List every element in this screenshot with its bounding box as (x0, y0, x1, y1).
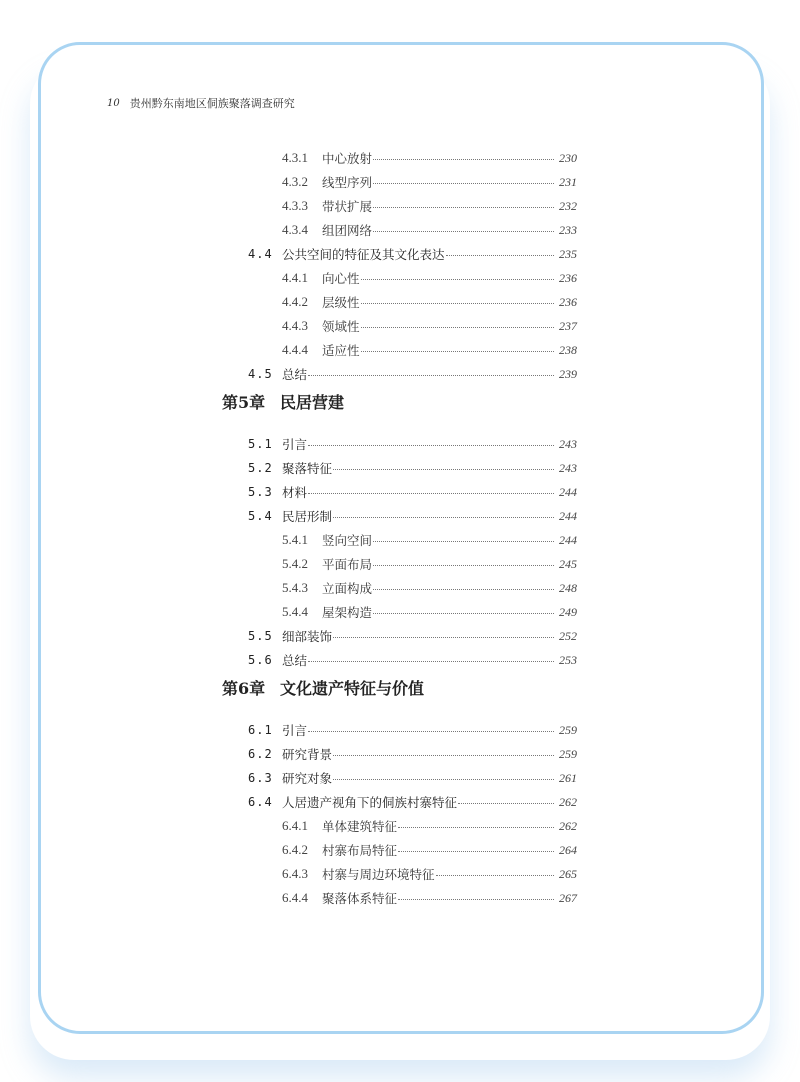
entry-number: 6.4.1 (282, 818, 308, 833)
entry-title: 聚落特征 (282, 461, 333, 476)
entry-page: 248 (559, 580, 577, 595)
entry-number: 4.4.2 (282, 294, 308, 309)
dot-leader (373, 541, 554, 542)
entry-page: 264 (559, 842, 577, 857)
entry-title: 适应性 (322, 343, 360, 358)
dot-leader (361, 303, 554, 304)
entry-page: 235 (559, 246, 577, 261)
entry-page: 262 (559, 794, 577, 809)
toc-subsection-entry[interactable] (248, 886, 577, 910)
entry-title: 单体建筑特征 (322, 819, 398, 834)
dot-leader (333, 637, 554, 638)
entry-page: 265 (559, 866, 577, 881)
entry-number: 5.4.2 (282, 556, 308, 571)
entry-page: 233 (559, 222, 577, 237)
entry-title: 组团网络 (322, 223, 373, 238)
toc-subsection-entry[interactable] (248, 290, 577, 314)
chapter-title: 文化遗产特征与价值 (280, 679, 425, 698)
entry-title: 屋架构造 (322, 605, 373, 620)
entry-title: 村寨布局特征 (322, 843, 398, 858)
toc-section-entry[interactable] (248, 718, 577, 742)
toc-subsection-entry[interactable] (248, 814, 577, 838)
entry-page: 243 (559, 436, 577, 451)
dot-leader (361, 279, 554, 280)
entry-page: 232 (559, 198, 577, 213)
toc-subsection-entry[interactable] (248, 338, 577, 362)
toc-subsection-entry[interactable] (248, 838, 577, 862)
dot-leader (308, 731, 554, 732)
entry-page: 252 (559, 628, 577, 643)
dot-leader (308, 493, 554, 494)
toc-section-entry[interactable] (248, 766, 577, 790)
entry-number: 4.3.1 (282, 150, 308, 165)
dot-leader (308, 661, 554, 662)
running-header (107, 95, 295, 111)
toc-section-entry[interactable] (248, 432, 577, 456)
toc-subsection-entry[interactable] (248, 600, 577, 624)
toc-subsection-entry[interactable] (248, 314, 577, 338)
entry-page: 262 (559, 818, 577, 833)
entry-title: 引言 (282, 437, 308, 452)
entry-number: 5.4.1 (282, 532, 308, 547)
dot-leader (361, 327, 554, 328)
entry-number: 4.4.3 (282, 318, 308, 333)
dot-leader (308, 445, 554, 446)
dot-leader (458, 803, 554, 804)
entry-number: 6.4.3 (282, 866, 308, 881)
chapter-heading (222, 672, 577, 718)
entry-title: 线型序列 (322, 175, 373, 190)
entry-page: 236 (559, 270, 577, 285)
entry-page: 238 (559, 342, 577, 357)
entry-number: 6.4.4 (282, 890, 308, 905)
toc-subsection-entry[interactable] (248, 170, 577, 194)
entry-title: 带状扩展 (322, 199, 373, 214)
entry-number: 4.5 (248, 367, 273, 381)
entry-number: 4.3.3 (282, 198, 308, 213)
entry-title: 总结 (282, 367, 308, 382)
entry-number: 5.6 (248, 653, 273, 667)
entry-title: 领域性 (322, 319, 360, 334)
toc-section-entry[interactable] (248, 242, 577, 266)
entry-number: 5.5 (248, 629, 273, 643)
dot-leader (333, 779, 554, 780)
entry-title: 向心性 (322, 271, 360, 286)
toc-subsection-entry[interactable] (248, 552, 577, 576)
dot-leader (436, 875, 554, 876)
entry-title: 人居遗产视角下的侗族村寨特征 (282, 795, 458, 810)
entry-title: 引言 (282, 723, 308, 738)
toc-section-entry[interactable] (248, 480, 577, 504)
toc-subsection-entry[interactable] (248, 862, 577, 886)
entry-page: 244 (559, 484, 577, 499)
dot-leader (373, 183, 554, 184)
dot-leader (373, 565, 554, 566)
toc-section-entry[interactable] (248, 362, 577, 386)
entry-number: 5.1 (248, 437, 273, 451)
entry-number: 4.3.2 (282, 174, 308, 189)
table-of-contents (222, 146, 577, 910)
entry-page: 244 (559, 532, 577, 547)
entry-page: 237 (559, 318, 577, 333)
toc-section-entry[interactable] (248, 456, 577, 480)
entry-title: 平面布局 (322, 557, 373, 572)
toc-section-entry[interactable] (248, 504, 577, 528)
entry-page: 239 (559, 366, 577, 381)
entry-page: 261 (559, 770, 577, 785)
entry-page: 236 (559, 294, 577, 309)
entry-title: 中心放射 (322, 151, 373, 166)
entry-title: 研究对象 (282, 771, 333, 786)
entry-title: 总结 (282, 653, 308, 668)
entry-title: 村寨与周边环境特征 (322, 867, 435, 882)
dot-leader (373, 589, 554, 590)
entry-page: 267 (559, 890, 577, 905)
toc-section-entry[interactable] (248, 624, 577, 648)
toc-subsection-entry[interactable] (248, 528, 577, 552)
chapter-title: 民居营建 (280, 393, 345, 412)
book-title: 贵州黔东南地区侗族聚落调查研究 (129, 97, 295, 110)
entry-page: 243 (559, 460, 577, 475)
dot-leader (361, 351, 554, 352)
chapter-number: 第5章 (222, 393, 266, 412)
entry-title: 层级性 (322, 295, 360, 310)
dot-leader (373, 159, 554, 160)
entry-number: 4.4.1 (282, 270, 308, 285)
entry-title: 民居形制 (282, 509, 333, 524)
entry-number: 6.3 (248, 771, 273, 785)
entry-page: 249 (559, 604, 577, 619)
entry-title: 聚落体系特征 (322, 891, 398, 906)
entry-title: 材料 (282, 485, 308, 500)
entry-number: 5.4 (248, 509, 273, 523)
entry-number: 5.2 (248, 461, 273, 475)
entry-number: 6.4.2 (282, 842, 308, 857)
entry-title: 公共空间的特征及其文化表达 (282, 247, 445, 262)
toc-subsection-entry[interactable] (248, 146, 577, 170)
entry-number: 4.4 (248, 247, 273, 261)
dot-leader (333, 469, 554, 470)
entry-number: 6.4 (248, 795, 273, 809)
toc-section-entry[interactable] (248, 790, 577, 814)
dot-leader (398, 827, 554, 828)
entry-number: 5.4.4 (282, 604, 308, 619)
entry-number: 6.1 (248, 723, 273, 737)
chapter-heading (222, 386, 577, 432)
dot-leader (373, 231, 554, 232)
toc-subsection-entry[interactable] (248, 576, 577, 600)
dot-leader (398, 899, 554, 900)
entry-page: 231 (559, 174, 577, 189)
dot-leader (398, 851, 554, 852)
entry-page: 253 (559, 652, 577, 667)
page-number: 10 (107, 97, 120, 109)
entry-page: 244 (559, 508, 577, 523)
toc-subsection-entry[interactable] (248, 266, 577, 290)
entry-title: 研究背景 (282, 747, 333, 762)
toc-section-entry[interactable] (248, 742, 577, 766)
dot-leader (446, 255, 554, 256)
entry-number: 6.2 (248, 747, 273, 761)
entry-page: 230 (559, 150, 577, 165)
entry-page: 259 (559, 722, 577, 737)
dot-leader (333, 517, 554, 518)
dot-leader (333, 755, 554, 756)
entry-number: 5.4.3 (282, 580, 308, 595)
entry-title: 细部装饰 (282, 629, 333, 644)
entry-page: 245 (559, 556, 577, 571)
toc-section-entry[interactable] (248, 648, 577, 672)
dot-leader (308, 375, 554, 376)
dot-leader (373, 207, 554, 208)
entry-title: 立面构成 (322, 581, 373, 596)
chapter-number: 第6章 (222, 679, 266, 698)
entry-page: 259 (559, 746, 577, 761)
dot-leader (373, 613, 554, 614)
entry-number: 5.3 (248, 485, 273, 499)
entry-number: 4.4.4 (282, 342, 308, 357)
toc-subsection-entry[interactable] (248, 218, 577, 242)
entry-title: 竖向空间 (322, 533, 373, 548)
entry-number: 4.3.4 (282, 222, 308, 237)
toc-subsection-entry[interactable] (248, 194, 577, 218)
